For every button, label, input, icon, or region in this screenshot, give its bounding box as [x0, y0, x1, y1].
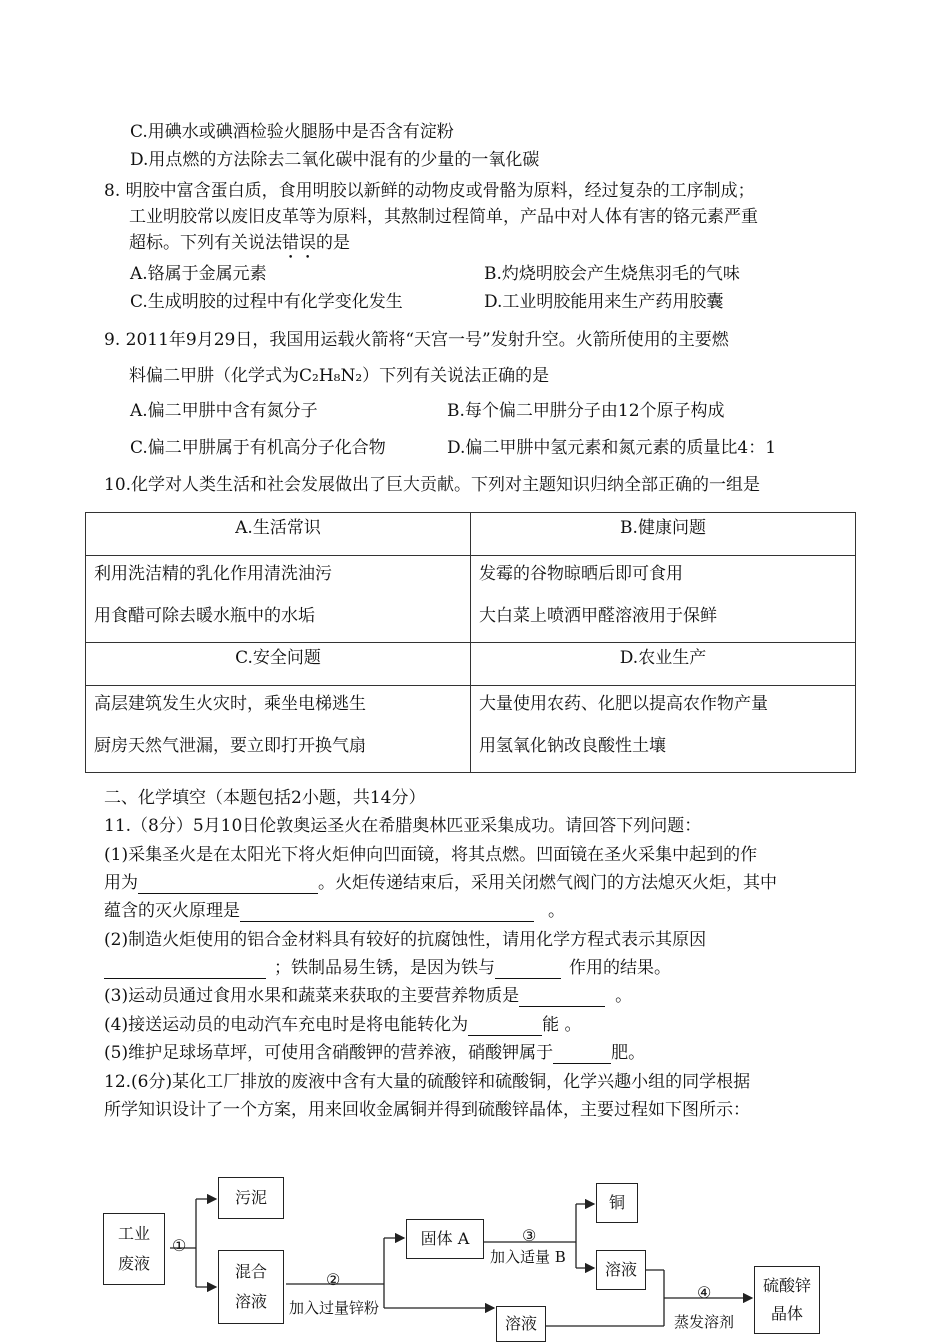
q10-stem: 10.化学对人类生活和社会发展做出了巨大贡献。下列对主题知识归纳全部正确的一组是 [104, 475, 761, 495]
q11-part2-line2 [104, 957, 671, 979]
box-mixed-solution-line2: 溶液 [234, 1292, 267, 1311]
answer-blank-6[interactable] [468, 1017, 542, 1036]
q11-part1-line3-end: 。 [548, 901, 565, 921]
box-mixed-solution-line1: 混合 [234, 1262, 267, 1281]
q8-option-c: C.生成明胶的过程中有化学变化发生 [130, 292, 403, 312]
box-industrial-waste-line1: 工业 [117, 1224, 150, 1243]
table-c-item-1: 高层建筑发生火灾时，乘坐电梯逃生 [94, 694, 366, 714]
q8-stem-line3 [129, 232, 350, 263]
q9-option-a: A.偏二甲肼中含有氮分子 [130, 401, 318, 421]
q10-knowledge-table [85, 512, 856, 773]
table-cell-c [86, 686, 471, 773]
q11-part3 [104, 985, 632, 1007]
q8-option-a: A.铬属于金属元素 [130, 264, 267, 284]
q11-part1-prefix: 用为 [104, 873, 138, 893]
q8-stem-line3-start: 超标。下列有关说法 [129, 233, 282, 253]
step-4-label: 蒸发溶剂 [674, 1313, 735, 1331]
box-copper: 铜 [596, 1183, 638, 1223]
table-b-item-1: 发霉的谷物晾晒后即可食用 [479, 564, 683, 584]
box-zinc-sulfate-crystal [754, 1266, 820, 1334]
answer-blank-5[interactable] [519, 988, 605, 1007]
q11-part1-suffix: 。火炬传递结束后，采用关闭燃气阀门的方法熄灭火炬，其中 [318, 873, 777, 893]
box-industrial-waste-line2: 废液 [117, 1254, 150, 1273]
q11-part4-end: 能 。 [542, 1015, 582, 1035]
table-cell-a [86, 556, 471, 643]
q11-part1-line3 [104, 900, 565, 922]
box-solution-top: 溶液 [596, 1250, 646, 1290]
box-solution-bottom: 溶液 [496, 1306, 546, 1342]
q11-part4-text: (4)接送运动员的电动汽车充电时是将电能转化为 [104, 1015, 469, 1035]
q11-part3-text: (3)运动员通过食用水果和蔬菜来获取的主要营养物质是 [104, 986, 520, 1006]
table-b-item-2: 大白菜上喷洒甲醛溶液用于保鲜 [479, 606, 717, 626]
q8-option-d: D.工业明胶能用来生产药用胶囊 [484, 292, 724, 312]
q8-stem-line3-end: 的是 [316, 233, 350, 253]
q7-option-d: D.用点燃的方法除去二氧化碳中混有的少量的一氧化碳 [130, 150, 540, 170]
q11-part1-line3-prefix: 蕴含的灭火原理是 [104, 901, 240, 921]
answer-blank-2[interactable] [240, 903, 534, 922]
q8-stem-line2: 工业明胶常以废旧皮革等为原料，其熬制过程简单，产品中对人体有害的铬元素严重 [129, 207, 758, 227]
table-a-item-1: 利用洗洁精的乳化作用清洗油污 [94, 564, 332, 584]
q11-stem: 11.（8分）5月10日伦敦奥运圣火在希腊奥林匹亚采集成功。请回答下列问题： [104, 816, 702, 836]
answer-blank-4[interactable] [495, 960, 561, 979]
answer-blank-1[interactable] [138, 875, 318, 894]
table-c-item-2: 厨房天然气泄漏，要立即打开换气扇 [94, 736, 366, 756]
q9-option-d: D.偏二甲肼中氢元素和氮元素的质量比4：1 [447, 438, 777, 458]
q8-stem-line1: 8. 明胶中富含蛋白质，食用明胶以新鲜的动物皮或骨骼为原料，经过复杂的工序制成； [104, 181, 755, 201]
step-1-marker: ① [172, 1236, 187, 1255]
table-d-item-1: 大量使用农药、化肥以提高农作物产量 [479, 694, 768, 714]
table-d-item-2: 用氢氧化钠改良酸性土壤 [479, 736, 666, 756]
process-flow-diagram [0, 1160, 950, 1342]
table-a-item-2: 用食醋可除去暖水瓶中的水垢 [94, 606, 315, 626]
q12-stem-line1: 12.(6分)某化工厂排放的废液中含有大量的硫酸锌和硫酸铜，化学兴趣小组的同学根据 [104, 1072, 751, 1092]
q11-part2-end: 作用的结果。 [569, 958, 671, 978]
q11-part4 [104, 1014, 582, 1036]
q11-part5-text: (5)维护足球场草坪，可使用含硝酸钾的营养液，硝酸钾属于 [104, 1043, 554, 1063]
q11-part1-line2 [104, 872, 777, 894]
answer-blank-7[interactable] [553, 1045, 611, 1064]
table-cell-b [471, 556, 856, 643]
answer-blank-3[interactable] [104, 960, 266, 979]
q11-part2-line1: (2)制造火炬使用的铝合金材料具有较好的抗腐蚀性，请用化学方程式表示其原因 [104, 930, 707, 950]
step-2-marker: ② [326, 1270, 341, 1289]
step-2-label: 加入过量锌粉 [289, 1299, 380, 1317]
q11-part2-middle: ；铁制品易生锈，是因为铁与 [274, 958, 495, 978]
q9-option-b: B.每个偏二甲肼分子由12个原子构成 [447, 401, 725, 421]
box-industrial-waste [103, 1213, 165, 1285]
q7-option-c: C.用碘水或碘酒检验火腿肠中是否含有淀粉 [130, 122, 454, 142]
step-3-label: 加入适量 B [490, 1248, 566, 1266]
q11-part5 [104, 1042, 645, 1064]
table-head-a: A.生活常识 [86, 513, 471, 556]
q8-option-b: B.灼烧明胶会产生烧焦羽毛的气味 [484, 264, 740, 284]
q11-part5-end: 肥。 [611, 1043, 646, 1063]
q9-stem-line2: 料偏二甲肼（化学式为C₂H₈N₂）下列有关说法正确的是 [129, 366, 550, 386]
q11-part1-line1: (1)采集圣火是在太阳光下将火炬伸向凹面镜，将其点燃。凹面镜在圣火采集中起到的作 [104, 845, 758, 865]
box-solid-a: 固体 A [406, 1219, 484, 1259]
table-head-c: C.安全问题 [86, 643, 471, 686]
box-mixed-solution [218, 1250, 284, 1324]
section-title: 二、化学填空（本题包括2小题，共14分） [104, 788, 426, 808]
q8-emphasis-wrong: 错误 [282, 233, 316, 253]
box-zinc-sulfate-line1: 硫酸锌 [762, 1276, 811, 1295]
box-zinc-sulfate-line2: 晶体 [770, 1304, 803, 1323]
table-head-b: B.健康问题 [471, 513, 856, 556]
box-sludge: 污泥 [218, 1177, 284, 1219]
table-cell-d [471, 686, 856, 773]
step-3-marker: ③ [522, 1226, 537, 1245]
q9-stem-line1: 9. 2011年9月29日，我国用运载火箭将“天宫一号”发射升空。火箭所使用的主要燃 [104, 330, 729, 350]
table-head-d: D.农业生产 [471, 643, 856, 686]
step-4-marker: ④ [697, 1283, 712, 1302]
q9-option-c: C.偏二甲肼属于有机高分子化合物 [130, 438, 386, 458]
q12-stem-line2: 所学知识设计了一个方案，用来回收金属铜并得到硫酸锌晶体，主要过程如下图所示： [104, 1100, 750, 1120]
q11-part3-end: 。 [615, 986, 633, 1006]
